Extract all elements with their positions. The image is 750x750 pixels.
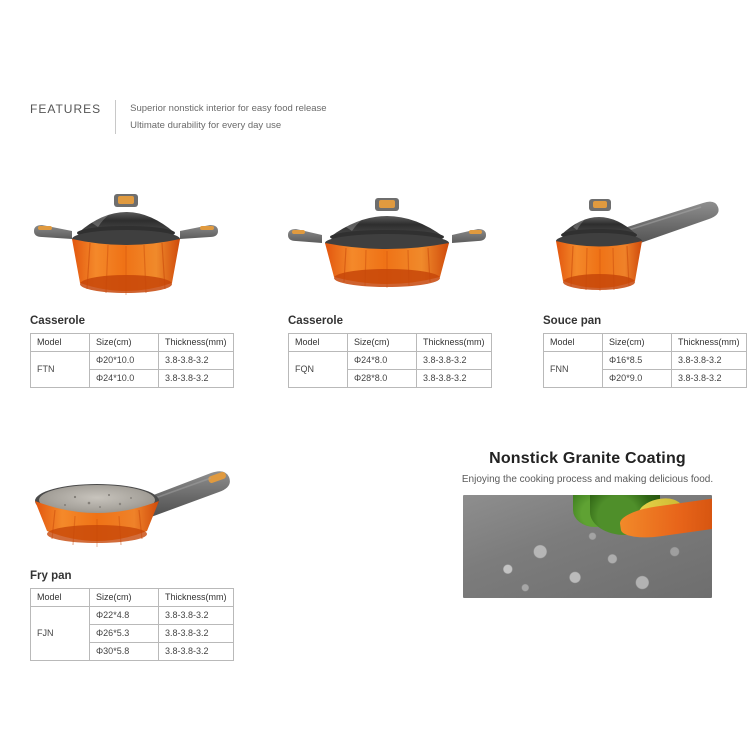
table-row <box>544 352 747 370</box>
header-thickness: Thickness(mm) <box>159 589 234 607</box>
product-title: Souce pan <box>543 315 602 327</box>
cell-size: Φ28*8.0 <box>348 370 417 388</box>
casserole-ftn-illustration <box>30 185 230 310</box>
spec-table <box>288 333 492 388</box>
cell-thickness: 3.8-3.8-3.2 <box>159 352 234 370</box>
header-size: Size(cm) <box>348 334 417 352</box>
table-header-row <box>289 334 492 352</box>
table-row <box>31 607 234 625</box>
cell-size: Φ16*8.5 <box>603 352 672 370</box>
cell-size: Φ26*5.3 <box>90 625 159 643</box>
product-fry-pan-fjn <box>25 455 255 661</box>
product-title: Fry pan <box>30 570 72 582</box>
souce-pan-image <box>543 185 747 315</box>
header-model: Model <box>544 334 603 352</box>
table-header-row <box>31 334 234 352</box>
product-casserole-fqn <box>288 185 492 388</box>
casserole-ftn-image <box>30 185 234 315</box>
table-row <box>289 352 492 370</box>
table-header-row <box>31 589 234 607</box>
casserole-fqn-illustration <box>288 185 488 310</box>
feature-item-1: Superior nonstick interior for easy food release <box>130 103 327 114</box>
cell-size: Φ30*5.8 <box>90 643 159 661</box>
table-header-row <box>544 334 747 352</box>
spec-table <box>30 333 234 388</box>
souce-pan-illustration <box>543 185 733 310</box>
cell-thickness: 3.8-3.8-3.2 <box>159 607 234 625</box>
cell-size: Φ20*9.0 <box>603 370 672 388</box>
spec-table <box>543 333 747 388</box>
cell-model: FJN <box>31 607 90 661</box>
header-thickness: Thickness(mm) <box>417 334 492 352</box>
header-model: Model <box>31 334 90 352</box>
promo-subtitle: Enjoying the cooking process and making delicious food. <box>461 474 714 485</box>
casserole-fqn-image <box>288 185 492 315</box>
cell-thickness: 3.8-3.8-3.2 <box>417 352 492 370</box>
product-title: Casserole <box>30 315 85 327</box>
cell-thickness: 3.8-3.8-3.2 <box>672 370 747 388</box>
header-model: Model <box>289 334 348 352</box>
cell-size: Φ22*4.8 <box>90 607 159 625</box>
spec-table <box>30 588 234 661</box>
cell-thickness: 3.8-3.8-3.2 <box>672 352 747 370</box>
header-size: Size(cm) <box>90 589 159 607</box>
cell-size: Φ24*8.0 <box>348 352 417 370</box>
promo-title: Nonstick Granite Coating <box>489 450 686 467</box>
header-thickness: Thickness(mm) <box>159 334 234 352</box>
product-casserole-ftn <box>30 185 234 388</box>
table-row <box>31 352 234 370</box>
header-size: Size(cm) <box>90 334 159 352</box>
features-label: FEATURES <box>30 102 102 116</box>
fry-pan-image <box>25 455 255 570</box>
cell-model: FTN <box>31 352 90 388</box>
cell-size: Φ24*10.0 <box>90 370 159 388</box>
features-block <box>30 100 327 134</box>
cell-thickness: 3.8-3.8-3.2 <box>159 370 234 388</box>
feature-item-2: Ultimate durability for every day use <box>130 120 282 131</box>
promo-block <box>455 450 720 598</box>
granite-water-drops-image <box>463 495 712 598</box>
features-divider <box>115 100 116 134</box>
product-title: Casserole <box>288 315 343 327</box>
header-size: Size(cm) <box>603 334 672 352</box>
cell-model: FNN <box>544 352 603 388</box>
cell-model: FQN <box>289 352 348 388</box>
header-thickness: Thickness(mm) <box>672 334 747 352</box>
product-souce-pan-fnn <box>543 185 747 388</box>
cell-size: Φ20*10.0 <box>90 352 159 370</box>
header-model: Model <box>31 589 90 607</box>
features-list <box>130 100 326 134</box>
cell-thickness: 3.8-3.8-3.2 <box>417 370 492 388</box>
cell-thickness: 3.8-3.8-3.2 <box>159 643 234 661</box>
cell-thickness: 3.8-3.8-3.2 <box>159 625 234 643</box>
fry-pan-illustration <box>25 455 255 565</box>
